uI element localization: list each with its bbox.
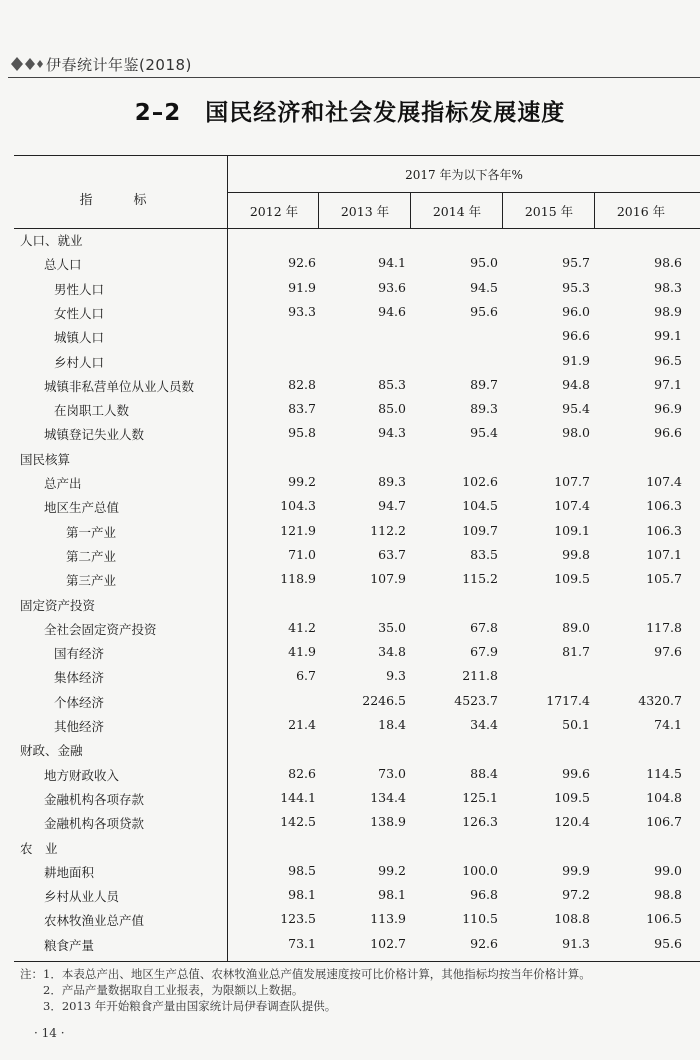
cell-value: 99.0 — [654, 862, 682, 878]
cell-value: 110.5 — [462, 911, 498, 927]
section-label: 人口、就业 — [20, 233, 83, 248]
cell-value: 211.8 — [462, 668, 498, 684]
cell-value: 63.7 — [378, 546, 406, 562]
cell-value: 113.9 — [370, 911, 406, 927]
cell-value: 99.2 — [288, 474, 316, 489]
cell-value: 115.2 — [462, 571, 498, 587]
table-row — [14, 276, 700, 300]
row-label: 国有经济 — [54, 646, 105, 662]
cell-value: 98.8 — [654, 887, 682, 903]
cell-value: 95.6 — [470, 303, 498, 319]
cell-value: 102.7 — [370, 935, 406, 951]
row-label: 第一产业 — [66, 524, 117, 540]
cell-value: 85.0 — [378, 401, 406, 417]
cell-value: 67.9 — [470, 644, 498, 660]
table-row — [14, 883, 700, 907]
cell-value: 99.8 — [562, 546, 590, 562]
row-label: 全社会固定资产投资 — [44, 621, 157, 637]
cell-value: 106.3 — [646, 522, 682, 538]
cell-value: 95.3 — [562, 279, 590, 295]
cell-value: 99.6 — [562, 765, 590, 781]
cell-value: 108.8 — [554, 911, 590, 927]
cell-value: 89.0 — [562, 619, 590, 635]
cell-value: 93.3 — [288, 303, 316, 319]
cell-value: 123.5 — [280, 911, 316, 927]
cell-value: 104.5 — [462, 498, 498, 514]
cell-value: 94.8 — [562, 376, 590, 392]
cell-value: 95.8 — [288, 425, 316, 441]
cell-value: 41.9 — [288, 644, 316, 660]
cell-value: 114.5 — [646, 765, 682, 781]
cell-value: 107.1 — [646, 546, 682, 562]
cell-value: 102.6 — [462, 474, 498, 489]
cell-value: 120.4 — [554, 814, 590, 830]
table-row — [14, 470, 700, 494]
table-row — [14, 324, 700, 348]
row-label: 金融机构各项存款 — [44, 791, 145, 807]
cell-value: 82.6 — [288, 765, 316, 781]
cell-value: 1717.4 — [546, 692, 590, 708]
table-row — [14, 300, 700, 324]
cell-value: 134.4 — [370, 789, 406, 805]
cell-value: 93.6 — [378, 279, 406, 295]
section-label: 农 业 — [20, 840, 58, 856]
table-row — [14, 519, 700, 543]
cell-value: 97.2 — [562, 887, 590, 903]
cell-value: 83.5 — [470, 546, 498, 562]
row-label: 总产出 — [44, 476, 82, 491]
cell-value: 99.2 — [378, 862, 406, 878]
section-row — [14, 592, 700, 616]
cell-value: 117.8 — [646, 619, 682, 635]
row-label: 男性人口 — [54, 281, 105, 297]
note-line: 2．产品产量数据取自工业报表，为限额以上数据。 — [20, 983, 304, 997]
section-label: 国民核算 — [20, 451, 71, 467]
cell-value: 144.1 — [280, 789, 316, 805]
cell-value: 107.4 — [646, 474, 682, 489]
row-label: 个体经济 — [54, 694, 105, 710]
row-label: 城镇人口 — [54, 330, 105, 346]
row-label: 第三产业 — [66, 573, 117, 589]
cell-value: 112.2 — [370, 522, 406, 538]
base-year-header: 2017 年为以下各年% — [405, 168, 523, 182]
cell-value: 109.1 — [554, 522, 590, 538]
cell-value: 85.3 — [378, 376, 406, 392]
table-row — [14, 494, 700, 518]
cell-value: 106.3 — [646, 498, 682, 514]
cell-value: 67.8 — [470, 619, 498, 635]
cell-value: 83.7 — [288, 401, 316, 417]
cell-value: 35.0 — [378, 619, 406, 635]
cell-value: 118.9 — [280, 571, 316, 587]
section-row — [14, 737, 700, 761]
row-label: 粮食产量 — [44, 937, 95, 953]
year-header: 2012 年 — [249, 204, 299, 219]
cell-value: 18.4 — [378, 717, 406, 732]
cell-value: 89.3 — [470, 401, 498, 417]
cell-value: 104.3 — [280, 498, 316, 514]
row-label: 乡村人口 — [54, 354, 105, 370]
cell-value: 98.6 — [654, 255, 682, 271]
table-row — [14, 689, 700, 713]
cell-value: 96.0 — [562, 303, 590, 319]
section-row — [14, 227, 700, 251]
table-bottom-rule — [14, 961, 700, 962]
cell-value: 96.6 — [562, 328, 590, 344]
row-label: 金融机构各项贷款 — [44, 816, 145, 832]
table-row — [14, 567, 700, 591]
cell-value: 125.1 — [462, 789, 498, 805]
cell-value: 34.8 — [378, 644, 406, 660]
cell-value: 9.3 — [386, 668, 406, 684]
table-row — [14, 397, 700, 421]
cell-value: 100.0 — [462, 862, 498, 878]
table-row — [14, 421, 700, 445]
cell-value: 91.9 — [288, 279, 316, 295]
table-row — [14, 713, 700, 737]
note-line: 3．2013 年开始粮食产量由国家统计局伊春调查队提供。 — [20, 999, 337, 1013]
section-label: 固定资产投资 — [20, 597, 96, 613]
cell-value: 41.2 — [288, 619, 316, 635]
page-title: 2–2 国民经济和社会发展指标发展速度 — [134, 100, 566, 126]
cell-value: 109.5 — [554, 571, 590, 587]
table-row — [14, 859, 700, 883]
cell-value: 98.1 — [378, 887, 406, 903]
table-row — [14, 786, 700, 810]
cell-value: 142.5 — [280, 814, 316, 830]
cell-value: 138.9 — [370, 814, 406, 830]
cell-value: 91.9 — [562, 352, 590, 368]
note-line: 注：1．本表总产出、地区生产总值、农林牧渔业总产值发展速度按可比价格计算，其他指标均按当年价格计算。 — [20, 967, 591, 981]
cell-value: 94.7 — [378, 498, 406, 514]
cell-value: 106.5 — [646, 911, 682, 927]
cell-value: 73.0 — [378, 765, 406, 781]
cell-value: 92.6 — [288, 255, 316, 271]
cell-value: 82.8 — [288, 376, 316, 392]
cell-value: 92.6 — [470, 935, 498, 951]
cell-value: 98.5 — [288, 862, 316, 878]
table-top-rule — [14, 155, 700, 156]
cell-value: 126.3 — [462, 814, 498, 830]
section-row — [14, 446, 700, 470]
cell-value: 107.4 — [554, 498, 590, 514]
cell-value: 94.6 — [378, 303, 406, 319]
row-label: 总人口 — [44, 257, 82, 273]
cell-value: 95.0 — [470, 255, 498, 271]
running-header — [0, 52, 700, 78]
table-row — [14, 640, 700, 664]
cell-value: 109.5 — [554, 789, 590, 805]
section-label: 财政、金融 — [20, 743, 83, 759]
year-header: 2015 年 — [524, 204, 574, 219]
table-row — [14, 373, 700, 397]
cell-value: 6.7 — [296, 668, 316, 684]
row-label: 城镇非私营单位从业人员数 — [44, 378, 195, 394]
row-label: 第二产业 — [66, 548, 117, 564]
row-label: 乡村从业人员 — [44, 889, 120, 905]
row-label: 在岗职工人数 — [54, 403, 130, 419]
header-mid-rule — [228, 192, 700, 193]
cell-value: 105.7 — [646, 571, 682, 587]
row-label: 女性人口 — [54, 305, 105, 321]
row-label: 城镇登记失业人数 — [44, 427, 145, 443]
cell-value: 98.9 — [654, 303, 682, 319]
table-row — [14, 616, 700, 640]
table-row — [14, 810, 700, 834]
cell-value: 95.7 — [562, 255, 590, 271]
cell-value: 107.7 — [554, 474, 590, 489]
cell-value: 88.4 — [470, 765, 498, 781]
year-header: 2016 年 — [616, 204, 666, 219]
row-label: 集体经济 — [54, 670, 105, 686]
cell-value: 96.6 — [654, 425, 682, 441]
cell-value: 89.7 — [470, 376, 498, 392]
table-row — [14, 664, 700, 688]
cell-value: 99.1 — [654, 328, 682, 344]
table-row — [14, 762, 700, 786]
row-label: 耕地面积 — [44, 864, 95, 880]
cell-value: 121.9 — [280, 522, 316, 538]
cell-value: 89.3 — [378, 474, 406, 489]
cell-value: 96.8 — [470, 887, 498, 903]
cell-value: 97.6 — [654, 644, 682, 660]
page-number: · 14 · — [34, 1026, 65, 1040]
cell-value: 95.6 — [654, 935, 682, 951]
yearbook-title: 伊春统计年鉴(2018) — [46, 56, 192, 74]
cell-value: 104.8 — [646, 789, 682, 805]
cell-value: 98.1 — [288, 887, 316, 903]
cell-value: 95.4 — [470, 425, 498, 441]
cell-value: 34.4 — [470, 717, 498, 732]
cell-value: 96.9 — [654, 401, 682, 417]
row-label: 农林牧渔业总产值 — [44, 913, 145, 929]
table-row — [14, 349, 700, 373]
indicator-header: 指 标 — [79, 193, 161, 208]
cell-value: 95.4 — [562, 401, 590, 417]
row-label: 地方财政收入 — [44, 767, 120, 783]
cell-value: 21.4 — [288, 717, 316, 732]
table-row — [14, 907, 700, 931]
cell-value: 4320.7 — [638, 692, 682, 708]
cell-value: 98.0 — [562, 425, 590, 441]
table-notes — [20, 966, 591, 1014]
table-row — [14, 543, 700, 567]
cell-value: 94.3 — [378, 425, 406, 441]
year-header: 2013 年 — [340, 204, 390, 219]
row-label: 其他经济 — [54, 719, 105, 734]
row-label: 地区生产总值 — [44, 500, 120, 516]
table-row — [14, 932, 700, 956]
header-rule — [8, 77, 700, 78]
cell-value: 91.3 — [562, 935, 590, 951]
cell-value: 81.7 — [562, 644, 590, 660]
cell-value: 109.7 — [462, 522, 498, 538]
diamond-ornament-icon — [10, 55, 44, 73]
cell-value: 4523.7 — [454, 692, 498, 708]
cell-value: 73.1 — [288, 935, 316, 951]
cell-value: 94.1 — [378, 255, 406, 271]
table-row — [14, 251, 700, 275]
cell-value: 2246.5 — [362, 692, 406, 708]
cell-value: 74.1 — [654, 717, 682, 732]
cell-value: 99.9 — [562, 862, 590, 878]
cell-value: 96.5 — [654, 352, 682, 368]
cell-value: 107.9 — [370, 571, 406, 587]
cell-value: 97.1 — [654, 376, 682, 392]
section-row — [14, 835, 700, 859]
cell-value: 106.7 — [646, 814, 682, 830]
cell-value: 71.0 — [288, 546, 316, 562]
cell-value: 94.5 — [470, 279, 498, 295]
cell-value: 98.3 — [654, 279, 682, 295]
cell-value: 50.1 — [562, 717, 590, 732]
year-header: 2014 年 — [432, 204, 482, 219]
